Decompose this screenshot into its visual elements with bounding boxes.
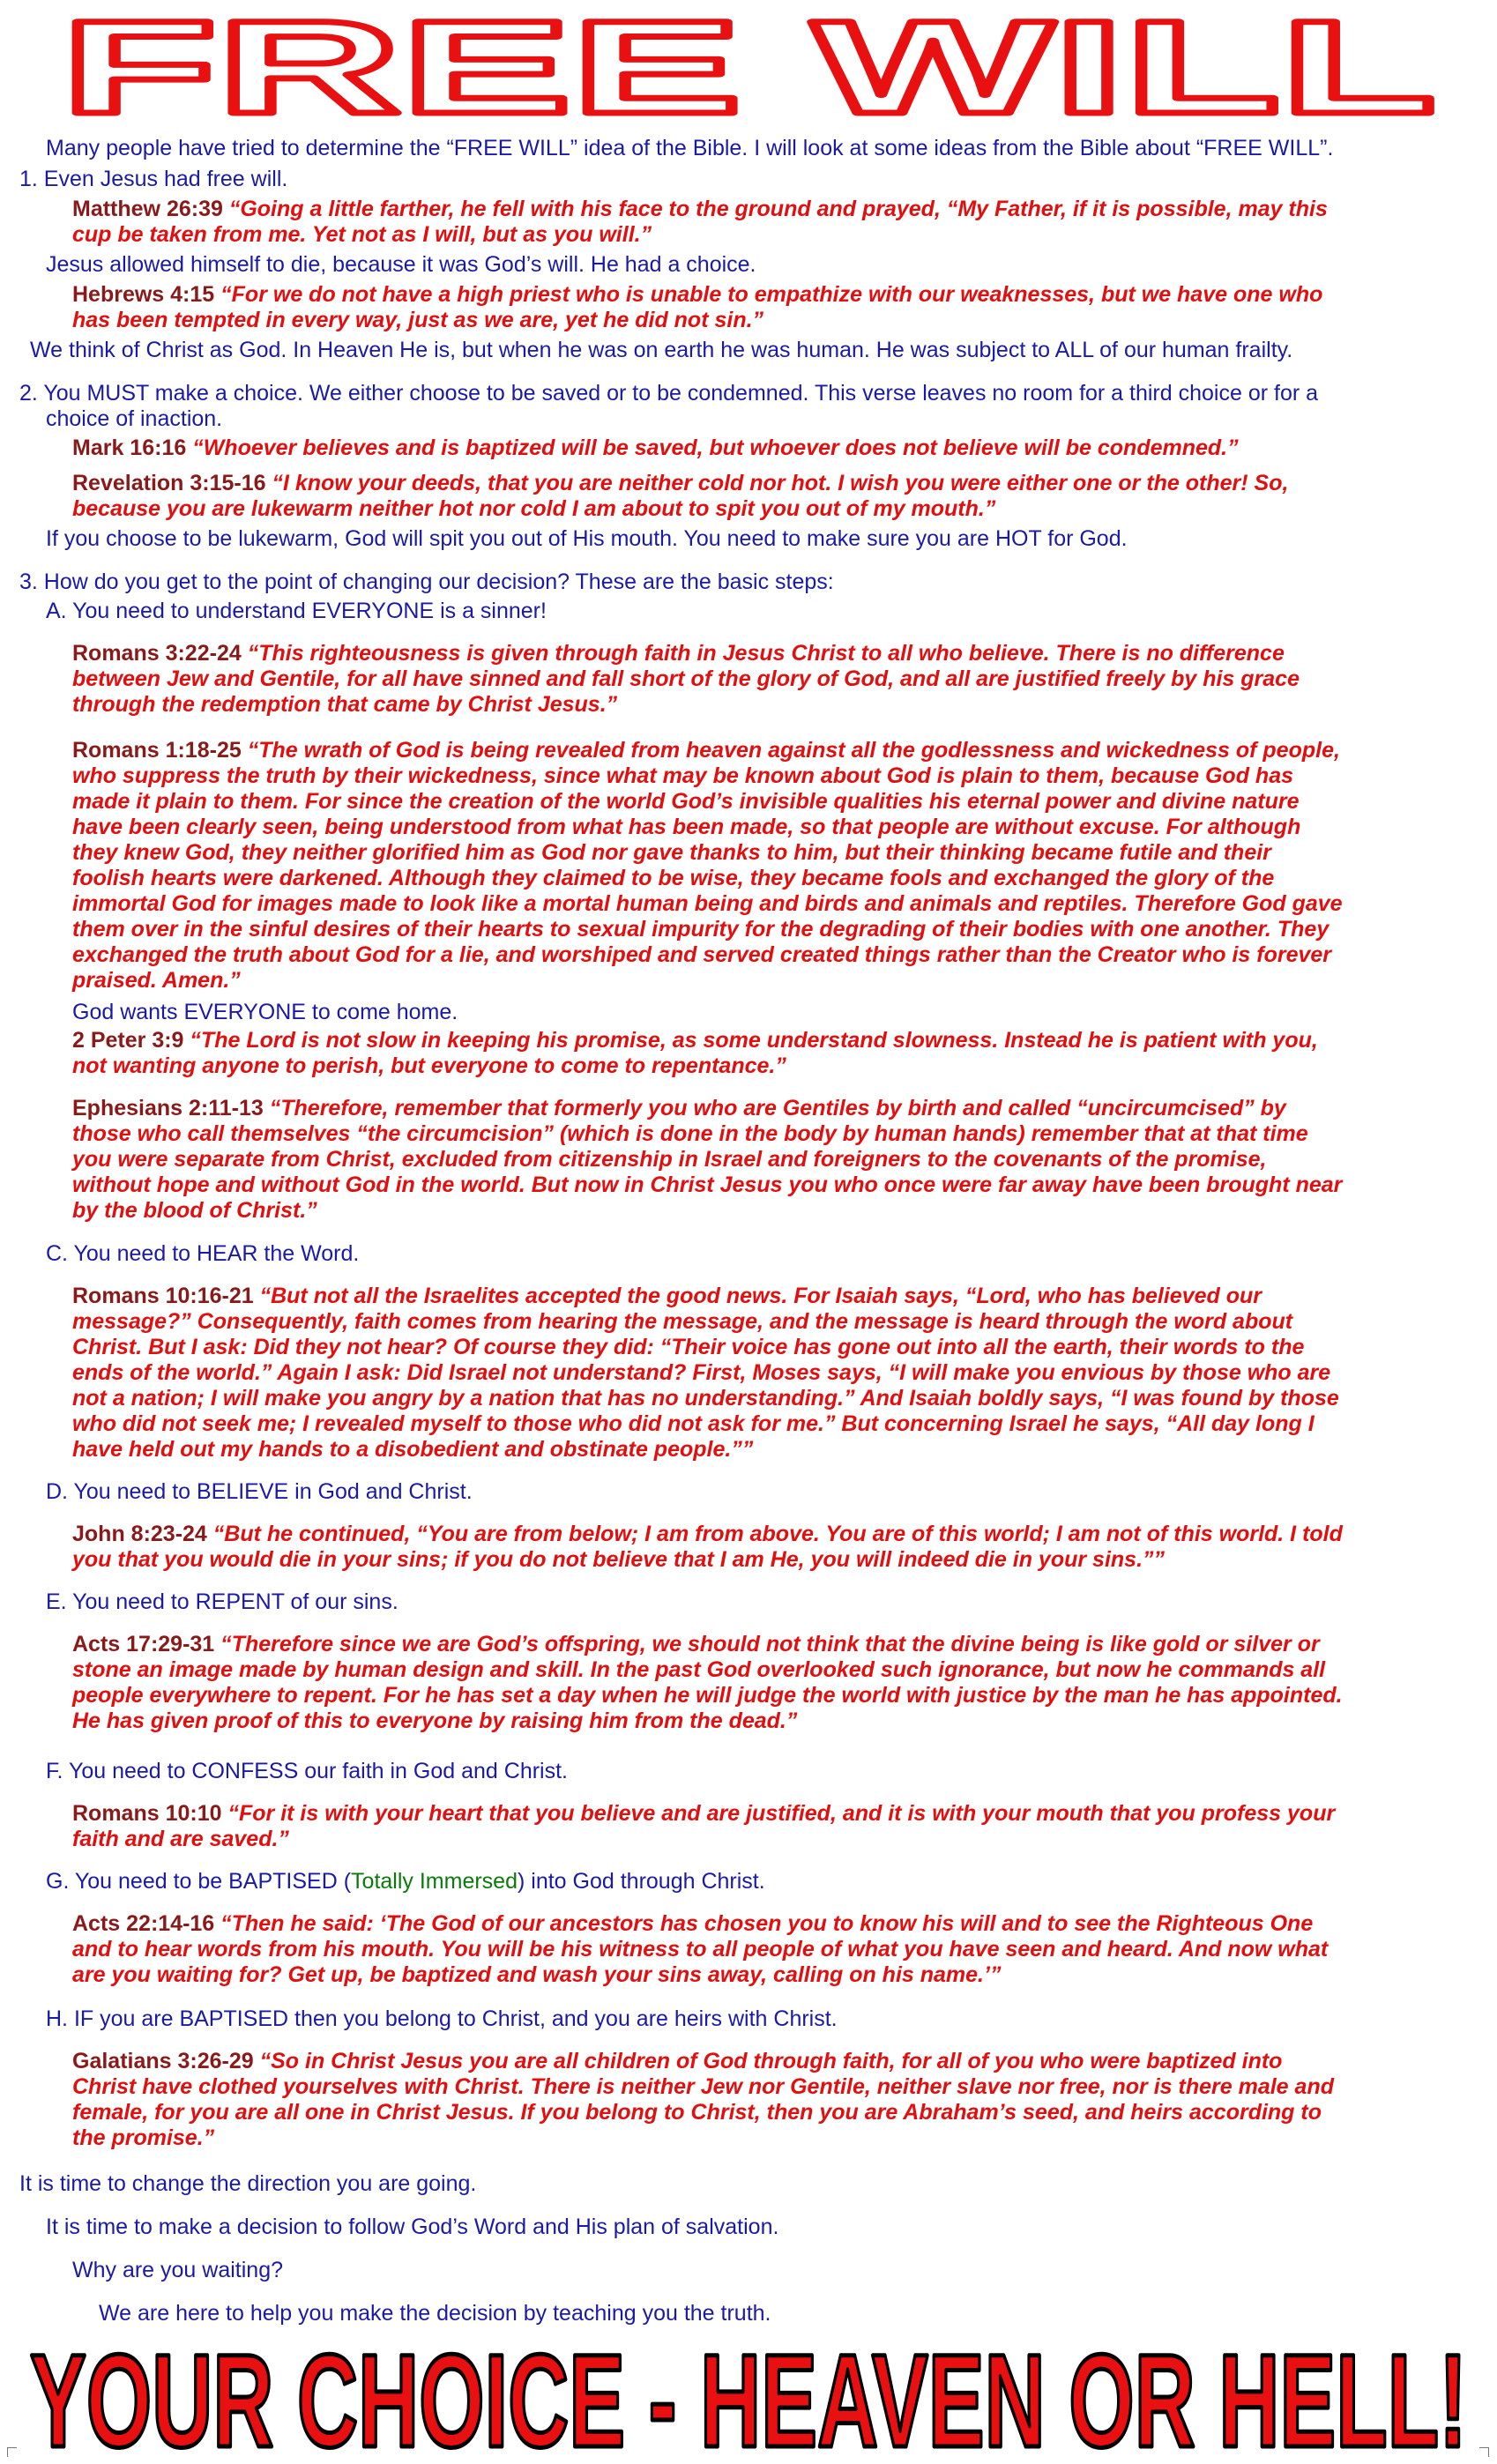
title-graphic: [53, 0, 1444, 132]
verse-ref: Mark 16:16: [72, 435, 187, 460]
step-d-heading: D. You need to BELIEVE in God and Christ.: [46, 1479, 473, 1504]
verse-matthew-26-39: Matthew 26:39 “Going a little farther, he fell with his face to the ground and prayed, “My Father, if it is possible, may this cup be taken from me. Yet not as I will, but as you will.”: [72, 197, 1328, 247]
note-everyone-home: God wants EVERYONE to come home.: [72, 1000, 458, 1024]
verse-ephesians-2-11: Ephesians 2:11-13 “Therefore, remember that formerly you who are Gentiles by birth and called “uncircumcised” by those who call themselves “the circumcision” (which is done in the body by human hands) remember that at that time you were separate from Christ, excluded from citizenship in Israel and foreigners to the covenants of the promise, without hope and without God in the world. But now in Christ Jesus you who once were far away have been brought near by the blood of Christ.”: [72, 1096, 1343, 1223]
section-1-heading: 1. Even Jesus had free will.: [19, 167, 288, 191]
intro-text: Many people have tried to determine the “FREE WILL” idea of the Bible. I will look at some ideas from the Bible about “FREE WILL”.: [46, 136, 1334, 160]
verse-acts-22-14: Acts 22:14-16 “Then he said: ‘The God of our ancestors has chosen you to know his will and to see the Righteous One and to hear words from his mouth. You will be his witness to all people of what you have seen and heard. And now what are you waiting for? Get up, be baptized and wash your sins away, calling on his name.’”: [72, 1911, 1329, 1987]
verse-ref: Romans 1:18-25: [72, 738, 242, 763]
verse-ref: Acts 22:14-16: [72, 1911, 215, 1936]
closing-line-1: It is time to change the direction you are going.: [19, 2171, 477, 2196]
page-corner-mark: [7, 2447, 17, 2457]
step-e-heading: E. You need to REPENT of our sins.: [46, 1589, 398, 1614]
verse-ref: Revelation 3:15-16: [72, 471, 266, 495]
verse-ref: Romans 10:10: [72, 1801, 222, 1826]
step-c-heading: C. You need to HEAR the Word.: [46, 1241, 360, 1266]
verse-revelation-3-15: Revelation 3:15-16 “I know your deeds, that you are neither cold nor hot. I wish you were either one or the other! So, because you are lukewarm neither hot nor cold I am about to spit you out of my mouth.”: [72, 471, 1289, 521]
step-a-heading: A. You need to understand EVERYONE is a sinner!: [46, 599, 547, 623]
verse-ref: Romans 10:16-21: [72, 1284, 254, 1308]
verse-romans-10-10: Romans 10:10 “For it is with your heart that you believe and are justified, and it is with your mouth that you profess your faith and are saved.”: [72, 1801, 1336, 1851]
verse-ref: Ephesians 2:11-13: [72, 1096, 264, 1120]
verse-romans-1-18: Romans 1:18-25 “The wrath of God is being revealed from heaven against all the godlessness and wickedness of people, who suppress the truth by their wickedness, since what may be known about God is plain to them, because God has made it plain to them. For since the creation of the world God’s invisible qualities his eternal power and divine nature have been clearly seen, being understood from what has been made, so that people are without excuse. For although they knew God, they neither glorified him as God nor gave thanks to him, but their thinking became futile and their foolish hearts were darkened. Although they claimed to be wise, they became fools and exchanged the glory of the immortal God for images made to look like a mortal human being and birds and animals and reptiles. Therefore God gave them over in the sinful desires of their hearts to sexual impurity for the degrading of their bodies with one another. They exchanged the truth about God for a lie, and worshiped and served created things rather than the Creator who is forever praised. Amen.”: [72, 738, 1343, 993]
verse-ref: 2 Peter 3:9: [72, 1028, 184, 1053]
banner-graphic: [0, 2314, 1497, 2464]
banner-text: YOUR CHOICE - HEAVEN OR HELL!: [30, 2326, 1467, 2464]
verse-hebrews-4-15: Hebrews 4:15 “For we do not have a high priest who is unable to empathize with our weaknesses, but we have one who has been tempted in every way, just as we are, yet he did not sin.”: [72, 282, 1323, 332]
step-g-heading: G. You need to be BAPTISED (Totally Immersed) into God through Christ.: [46, 1869, 765, 1894]
page-corner-mark: [1479, 2447, 1489, 2457]
verse-romans-3-22: Romans 3:22-24 “This righteousness is given through faith in Jesus Christ to all who believe. There is no difference between Jew and Gentile, for all have sinned and fall short of the glory of God, and all are justified freely by his grace through the redemption that came by Christ Jesus.”: [72, 641, 1300, 717]
closing-line-4: We are here to help you make the decision by teaching you the truth.: [99, 2301, 771, 2326]
verse-ref: Romans 3:22-24: [72, 641, 242, 666]
verse-acts-17-29: Acts 17:29-31 “Therefore since we are God’s offspring, we should not think that the divine being is like gold or silver or stone an image made by human design and skill. In the past God overlooked such ignorance, but now he commands all people everywhere to repent. For he has set a day when he will judge the world with justice by the man he has appointed. He has given proof of this to everyone by raising him from the dead.”: [72, 1632, 1343, 1733]
totally-immersed-text: Totally Immersed: [351, 1869, 518, 1894]
section-3-heading: 3. How do you get to the point of changing our decision? These are the basic steps:: [19, 569, 834, 594]
title-text: FREE WILL: [61, 0, 1436, 132]
verse-ref: John 8:23-24: [72, 1522, 207, 1546]
verse-romans-10-16: Romans 10:16-21 “But not all the Israelites accepted the good news. For Isaiah says, “Lord, who has believed our message?” Consequently, faith comes from hearing the message, and the message is heard through the word about Christ. But I ask: Did they not hear? Of course they did: “Their voice has gone out into all the earth, their words to the ends of the world.” Again I ask: Did Israel not understand? First, Moses says, “I will make you envious by those who are not a nation; I will make you angry by a nation that has no understanding.” And Isaiah boldly says, “I was found by those who did not seek me; I revealed myself to those who did not ask for me.” But concerning Israel he says, “All day long I have held out my hands to a disobedient and obstinate people.””: [72, 1284, 1339, 1462]
note-jesus-choice: Jesus allowed himself to die, because it was God’s will. He had a choice.: [46, 252, 756, 277]
verse-galatians-3-26: Galatians 3:26-29 “So in Christ Jesus you are all children of God through faith, for all of you who were baptized into Christ have clothed yourselves with Christ. There is neither Jew nor Gentile, neither slave nor free, nor is there male and female, for you are all one in Christ Jesus. If you belong to Christ, then you are Abraham’s seed, and heirs according to the promise.”: [72, 2049, 1334, 2150]
section-2-heading: 2. You MUST make a choice. We either choose to be saved or to be condemned. This verse leaves no room for a third choice or for a choice of inaction.: [19, 381, 1319, 431]
note-christ-human: We think of Christ as God. In Heaven He is, but when he was on earth he was human. He was subject to ALL of our human frailty.: [30, 338, 1293, 362]
verse-ref: Acts 17:29-31: [72, 1632, 215, 1656]
verse-2-peter-3-9: 2 Peter 3:9 “The Lord is not slow in keeping his promise, as some understand slowness. Instead he is patient with you, not wanting anyone to perish, but everyone to come to repentance.”: [72, 1028, 1318, 1078]
note-lukewarm: If you choose to be lukewarm, God will spit you out of His mouth. You need to make sure you are HOT for God.: [46, 526, 1128, 551]
step-f-heading: F. You need to CONFESS our faith in God and Christ.: [46, 1759, 568, 1783]
verse-ref: Hebrews 4:15: [72, 282, 215, 307]
closing-line-2: It is time to make a decision to follow God’s Word and His plan of salvation.: [46, 2215, 779, 2239]
step-h-heading: H. IF you are BAPTISED then you belong to Christ, and you are heirs with Christ.: [46, 2006, 838, 2031]
closing-line-3: Why are you waiting?: [72, 2258, 284, 2282]
verse-mark-16-16: Mark 16:16 “Whoever believes and is baptized will be saved, but whoever does not believe will be condemned.”: [72, 435, 1239, 460]
verse-john-8-23: John 8:23-24 “But he continued, “You are from below; I am from above. You are of this world; I am not of this world. I told you that you would die in your sins; if you do not believe that I am He, you will indeed die in your sins.””: [72, 1522, 1343, 1572]
verse-ref: Matthew 26:39: [72, 197, 223, 221]
verse-ref: Galatians 3:26-29: [72, 2049, 254, 2073]
